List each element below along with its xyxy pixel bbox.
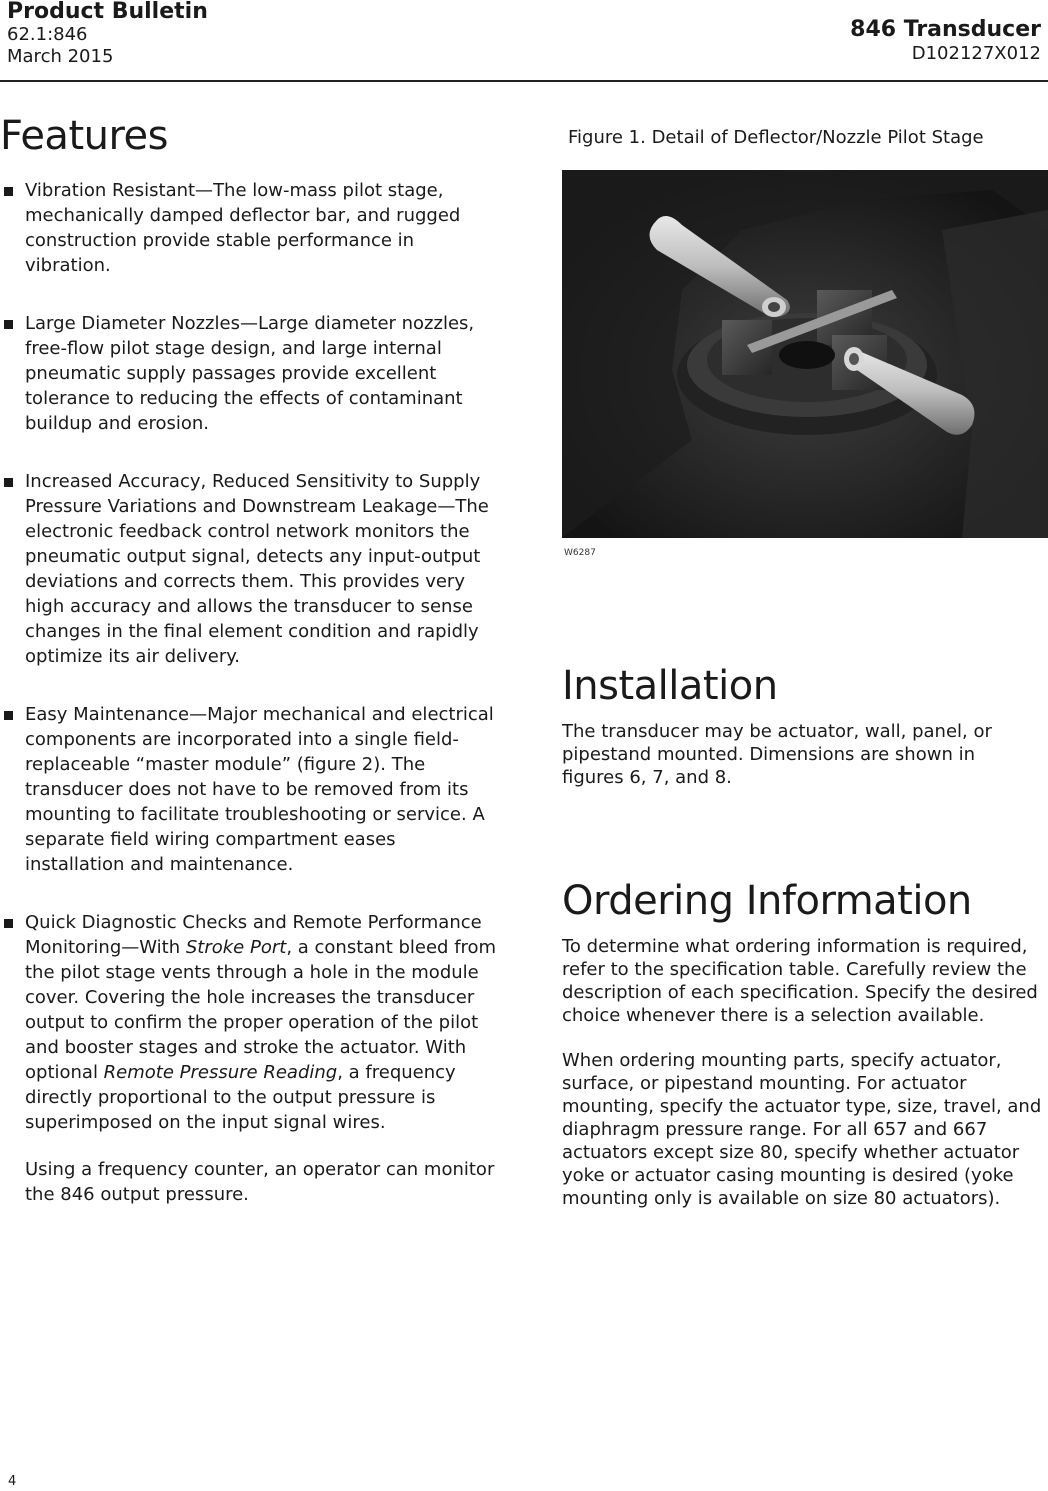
ordering-heading: Ordering Information (562, 878, 972, 924)
doc-number: 62.1:846 (7, 24, 88, 45)
feature-title: Vibration Resistant— (25, 180, 214, 201)
feature-text: With (139, 937, 186, 958)
feature-title: Increased Accuracy, Reduced Sensitivity to Supply Pressure Variations and Downstream Leakage— (25, 471, 481, 517)
feature-title: Large Diameter Nozzles— (25, 313, 258, 334)
figure-image (562, 170, 1048, 538)
installation-heading: Installation (562, 663, 778, 709)
stroke-port-term: Stroke Port (185, 937, 287, 958)
feature-item (0, 910, 500, 1207)
feature-title: Easy Maintenance— (25, 704, 208, 725)
part-number: D102127X012 (911, 43, 1041, 64)
figure-id: W6287 (564, 548, 596, 558)
feature-text: Major mechanical and electrical components are incorporated into a single field-replaceable “master module” (figure 2). The transducer does not have to be removed from its mounting to facilitate troubleshooting or service. A separate field wiring compartment eases installation and maintenance. (25, 704, 494, 875)
bullet-icon (4, 711, 13, 720)
ordering-section (562, 875, 1042, 1210)
features-heading: Features (0, 113, 168, 159)
feature-text: The electronic feedback control network monitors the pneumatic output signal, detects any input-output deviations and corrects them. This provides very high accuracy and allows the transducer to sense changes in the final element condition and rapidly optimize its air delivery. (25, 496, 489, 667)
ordering-para-2: When ordering mounting parts, specify actuator, surface, or pipestand mounting. For actuator mounting, specify the actuator type, size, travel, and diaphragm pressure range. For all 657 and 667 actuators except size 80, specify whether actuator yoke or actuator casing mounting is desired (yoke mounting only is available on size 80 actuators). (562, 1050, 1042, 1209)
doc-date: March 2015 (7, 46, 114, 67)
feature-text: , a frequency directly proportional to the output pressure is superimposed on the input signal wires. (25, 1062, 456, 1133)
doc-type: Product Bulletin (7, 0, 208, 24)
right-column (562, 110, 1042, 1209)
feature-item (0, 178, 500, 278)
ordering-para-1: To determine what ordering information is required, refer to the specification table. Carefully review the description of each specification. Specify the desired choice whenever there is a selection available. (562, 936, 1038, 1026)
feature-item (0, 469, 500, 669)
bullet-icon (4, 478, 13, 487)
installation-text: The transducer may be actuator, wall, panel, or pipestand mounted. Dimensions are shown in figures 6, 7, and 8. (562, 721, 992, 788)
page-number: 4 (8, 1474, 17, 1489)
feature-title: Quick Diagnostic Checks and Remote Performance Monitoring— (25, 912, 482, 958)
feature-text: Large diameter nozzles, free-flow pilot stage design, and large internal pneumatic supply passages provide excellent tolerance to reducing the effects of contaminant buildup and erosion. (25, 313, 475, 434)
figure-caption: Figure 1. Detail of Deflector/Nozzle Pilot Stage (568, 127, 984, 148)
pilot-stage-illustration (562, 170, 1048, 538)
header-right (850, 18, 1041, 66)
feature-item (0, 702, 500, 877)
bullet-icon (4, 320, 13, 329)
installation-section (562, 660, 1042, 789)
bullet-icon (4, 187, 13, 196)
page-header (0, 0, 1048, 82)
left-column (0, 110, 500, 1207)
product-name: 846 Transducer (850, 17, 1041, 42)
header-left (7, 0, 208, 68)
feature-text: The low-mass pilot stage, mechanically damped deflector bar, and rugged construction provide stable performance in vibration. (25, 180, 461, 276)
feature-text: , a constant bleed from the pilot stage vents through a hole in the module cover. Covering the hole increases the transducer output to confirm the proper operation of the pilot and booster stages and stroke the actuator. With optional (25, 937, 497, 1083)
feature-item (0, 311, 500, 436)
remote-pressure-term: Remote Pressure Reading (103, 1062, 338, 1083)
bullet-icon (4, 919, 13, 928)
feature-extra: Using a frequency counter, an operator can monitor the 846 output pressure. (25, 1159, 495, 1205)
